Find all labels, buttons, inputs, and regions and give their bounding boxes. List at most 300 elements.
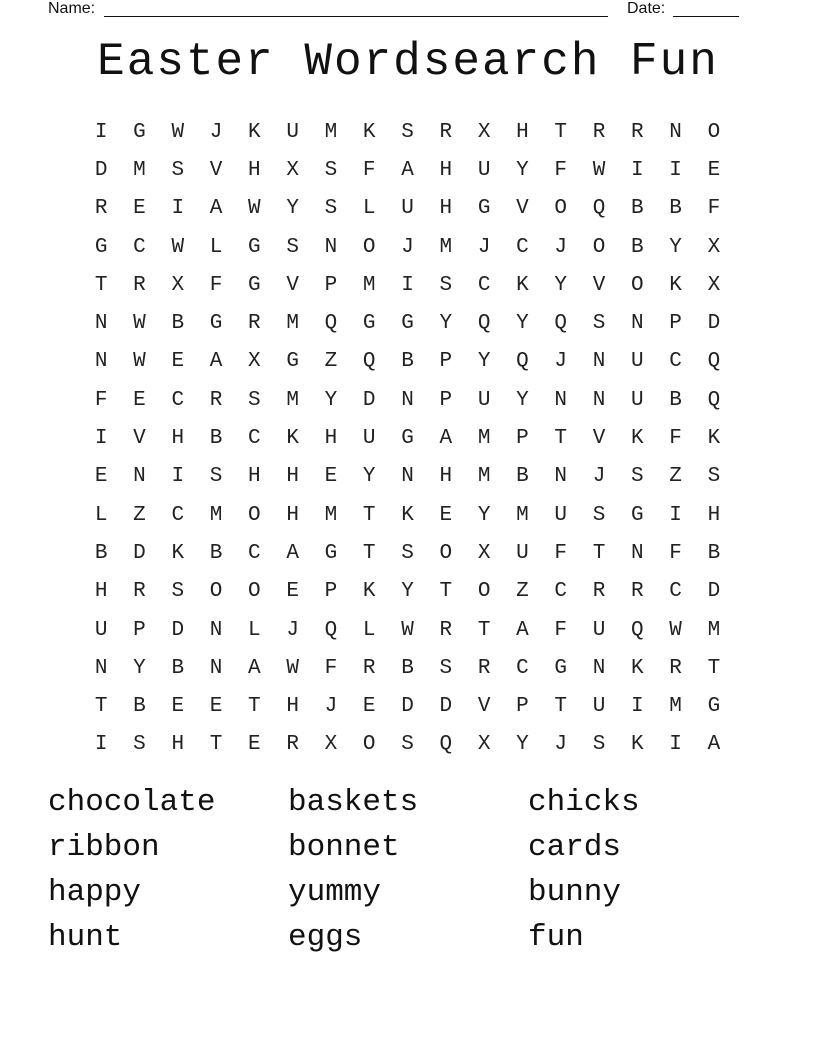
grid-letter: R: [439, 120, 453, 144]
grid-letter: U: [631, 350, 644, 374]
grid-letter: Z: [133, 503, 146, 527]
grid-letter: Y: [516, 158, 529, 182]
grid-letter: N: [133, 465, 146, 489]
grid-letter: I: [171, 197, 185, 221]
grid-letter: A: [286, 541, 299, 565]
grid-letter: V: [286, 273, 299, 297]
grid-letter: Y: [516, 733, 529, 757]
name-label: Name:: [48, 0, 96, 17]
grid-letter: J: [324, 695, 338, 719]
word-list-item: chicks: [528, 785, 640, 820]
grid-letter: O: [592, 235, 606, 259]
grid-letter: D: [401, 695, 414, 719]
grid-letter: W: [592, 158, 606, 182]
grid-letter: C: [669, 580, 682, 604]
grid-letter: S: [401, 541, 414, 565]
grid-letter: D: [362, 388, 376, 412]
grid-letter: Y: [324, 388, 338, 412]
grid-letter: X: [707, 235, 721, 259]
grid-letter: F: [554, 158, 568, 182]
grid-letter: P: [516, 427, 529, 451]
word-list-item: baskets: [288, 785, 419, 820]
grid-letter: I: [631, 695, 644, 719]
grid-letter: G: [401, 427, 414, 451]
grid-letter: E: [171, 695, 185, 719]
grid-letter: D: [707, 580, 721, 604]
grid-letter: B: [94, 541, 108, 565]
grid-letter: Z: [669, 465, 682, 489]
grid-letter: T: [94, 273, 108, 297]
grid-letter: C: [554, 580, 568, 604]
grid-letter: K: [401, 503, 414, 527]
grid-letter: D: [94, 158, 108, 182]
grid-letter: E: [133, 197, 146, 221]
grid-letter: T: [554, 120, 568, 144]
grid-letter: G: [209, 312, 223, 336]
grid-letter: O: [707, 120, 721, 144]
grid-letter: B: [133, 695, 146, 719]
grid-letter: R: [439, 618, 453, 642]
grid-letter: Q: [631, 618, 644, 642]
grid-letter: C: [248, 427, 261, 451]
grid-letter: J: [286, 618, 299, 642]
grid-letter: T: [248, 695, 261, 719]
grid-letter: N: [401, 465, 414, 489]
grid-letter: S: [401, 120, 414, 144]
word-list-item: bunny: [528, 875, 622, 910]
date-label: Date:: [627, 0, 666, 17]
word-list: [48, 783, 768, 963]
grid-letter: K: [362, 120, 376, 144]
grid-letter: O: [248, 580, 261, 604]
grid-letter: U: [592, 695, 606, 719]
grid-letter: S: [707, 465, 721, 489]
grid-letter: G: [248, 235, 261, 259]
grid-letter: O: [477, 580, 491, 604]
grid-letter: E: [362, 695, 376, 719]
grid-letter: K: [286, 427, 299, 451]
grid-letter: N: [94, 350, 108, 374]
grid-letter: A: [439, 427, 453, 451]
grid-letter: A: [209, 197, 223, 221]
grid-letter: B: [669, 197, 682, 221]
grid-letter: X: [248, 350, 261, 374]
grid-letter: E: [133, 388, 146, 412]
date-line: [673, 16, 739, 17]
grid-letter: A: [401, 158, 414, 182]
grid-letter: Y: [477, 503, 491, 527]
grid-letter: N: [401, 388, 414, 412]
grid-letter: I: [669, 733, 682, 757]
grid-letter: W: [401, 618, 414, 642]
grid-letter: K: [631, 656, 644, 680]
grid-letter: K: [171, 541, 185, 565]
grid-letter: T: [554, 695, 568, 719]
word-list-item: yummy: [288, 875, 382, 910]
grid-letter: J: [401, 235, 414, 259]
grid-letter: N: [592, 350, 606, 374]
grid-letter: U: [631, 388, 644, 412]
grid-letter: L: [362, 197, 376, 221]
grid-letter: S: [631, 465, 644, 489]
grid-letter: G: [248, 273, 261, 297]
grid-letter: J: [554, 733, 568, 757]
grid-letter: R: [362, 656, 376, 680]
grid-letter: M: [286, 388, 299, 412]
grid-letter: B: [401, 656, 414, 680]
grid-letter: F: [209, 273, 223, 297]
grid-letter: X: [324, 733, 338, 757]
grid-letter: I: [631, 158, 644, 182]
grid-letter: T: [362, 541, 376, 565]
grid-letter: U: [362, 427, 376, 451]
grid-letter: K: [631, 427, 644, 451]
grid-letter: S: [592, 733, 606, 757]
grid-letter: J: [554, 235, 568, 259]
grid-letter: Q: [324, 618, 338, 642]
grid-letter: Q: [592, 197, 606, 221]
grid-letter: S: [209, 465, 223, 489]
grid-letter: G: [324, 541, 338, 565]
grid-letter: S: [171, 158, 185, 182]
grid-letter: X: [477, 541, 491, 565]
grid-letter: S: [171, 580, 185, 604]
grid-letter: W: [286, 656, 299, 680]
grid-letter: M: [477, 465, 491, 489]
grid-letter: U: [516, 541, 529, 565]
grid-letter: A: [516, 618, 529, 642]
grid-letter: Q: [477, 312, 491, 336]
grid-letter: E: [324, 465, 338, 489]
grid-letter: B: [631, 235, 644, 259]
grid-letter: F: [554, 541, 568, 565]
grid-letter: D: [171, 618, 185, 642]
grid-letter: P: [324, 273, 338, 297]
grid-letter: E: [439, 503, 453, 527]
grid-letter: G: [707, 695, 721, 719]
grid-letter: F: [554, 618, 568, 642]
grid-letter: S: [592, 312, 606, 336]
grid-letter: X: [477, 733, 491, 757]
grid-letter: N: [209, 618, 223, 642]
grid-letter: S: [248, 388, 261, 412]
grid-letter: E: [286, 580, 299, 604]
grid-letter: Y: [516, 312, 529, 336]
grid-letter: I: [94, 427, 108, 451]
grid-letter: H: [439, 465, 453, 489]
grid-letter: Y: [554, 273, 568, 297]
grid-letter: T: [94, 695, 108, 719]
grid-letter: Z: [324, 350, 338, 374]
grid-letter: G: [554, 656, 568, 680]
grid-letter: J: [477, 235, 491, 259]
grid-letter: G: [94, 235, 108, 259]
grid-letter: Q: [439, 733, 453, 757]
grid-letter: C: [516, 235, 529, 259]
grid-letter: M: [209, 503, 223, 527]
grid-letter: V: [592, 273, 606, 297]
grid-letter: F: [707, 197, 721, 221]
grid-letter: N: [94, 312, 108, 336]
grid-letter: R: [133, 580, 146, 604]
grid-letter: H: [439, 197, 453, 221]
grid-letter: S: [324, 197, 338, 221]
grid-letter: T: [209, 733, 223, 757]
grid-letter: L: [248, 618, 261, 642]
grid-letter: M: [324, 120, 338, 144]
grid-letter: H: [94, 580, 108, 604]
grid-letter: N: [324, 235, 338, 259]
grid-letter: P: [439, 388, 453, 412]
grid-letter: H: [171, 427, 185, 451]
grid-letter: H: [248, 158, 261, 182]
grid-letter: K: [248, 120, 261, 144]
grid-letter: H: [286, 465, 299, 489]
grid-letter: W: [248, 197, 261, 221]
grid-letter: I: [401, 273, 414, 297]
grid-letter: E: [248, 733, 261, 757]
grid-letter: T: [707, 656, 721, 680]
grid-letter: A: [248, 656, 261, 680]
grid-letter: E: [171, 350, 185, 374]
grid-letter: U: [592, 618, 606, 642]
grid-letter: P: [439, 350, 453, 374]
grid-letter: G: [401, 312, 414, 336]
grid-letter: B: [209, 541, 223, 565]
grid-letter: O: [362, 733, 376, 757]
grid-letter: P: [324, 580, 338, 604]
grid-letter: Y: [362, 465, 376, 489]
grid-letter: K: [631, 733, 644, 757]
grid-letter: W: [171, 120, 185, 144]
grid-letter: B: [631, 197, 644, 221]
letter-grid: [82, 113, 733, 764]
grid-letter: B: [401, 350, 414, 374]
grid-letter: U: [477, 388, 491, 412]
grid-letter: M: [324, 503, 338, 527]
grid-letter: S: [401, 733, 414, 757]
word-list-item: bonnet: [288, 830, 400, 865]
grid-letter: E: [707, 158, 721, 182]
grid-letter: C: [516, 656, 529, 680]
grid-letter: S: [324, 158, 338, 182]
grid-letter: C: [133, 235, 146, 259]
grid-letter: T: [362, 503, 376, 527]
grid-letter: Y: [516, 388, 529, 412]
word-list-item: happy: [48, 875, 142, 910]
grid-letter: C: [171, 388, 185, 412]
grid-letter: B: [209, 427, 223, 451]
grid-letter: O: [248, 503, 261, 527]
grid-letter: Y: [669, 235, 682, 259]
grid-letter: S: [439, 656, 453, 680]
grid-letter: W: [171, 235, 185, 259]
grid-letter: L: [94, 503, 108, 527]
grid-letter: J: [209, 120, 223, 144]
grid-letter: X: [707, 273, 721, 297]
grid-letter: R: [669, 656, 682, 680]
grid-letter: L: [362, 618, 376, 642]
grid-letter: U: [286, 120, 299, 144]
grid-letter: B: [516, 465, 529, 489]
grid-letter: V: [592, 427, 606, 451]
grid-letter: Z: [516, 580, 529, 604]
grid-letter: K: [669, 273, 682, 297]
grid-letter: L: [209, 235, 223, 259]
word-list-item: ribbon: [48, 830, 160, 865]
grid-letter: R: [248, 312, 261, 336]
grid-letter: R: [477, 656, 491, 680]
grid-letter: C: [171, 503, 185, 527]
grid-letter: N: [209, 656, 223, 680]
grid-letter: O: [439, 541, 453, 565]
grid-letter: I: [669, 158, 682, 182]
grid-letter: P: [133, 618, 146, 642]
grid-letter: D: [439, 695, 453, 719]
grid-letter: N: [554, 388, 568, 412]
grid-letter: M: [669, 695, 682, 719]
grid-letter: I: [94, 733, 108, 757]
grid-letter: U: [477, 158, 491, 182]
grid-letter: F: [669, 541, 682, 565]
grid-letter: P: [516, 695, 529, 719]
grid-letter: G: [133, 120, 146, 144]
grid-letter: R: [592, 580, 606, 604]
grid-letter: Y: [401, 580, 414, 604]
grid-letter: W: [133, 312, 146, 336]
grid-letter: B: [171, 656, 185, 680]
grid-letter: R: [631, 580, 644, 604]
grid-letter: M: [286, 312, 299, 336]
grid-letter: R: [209, 388, 223, 412]
header: [0, 0, 816, 20]
grid-letter: I: [171, 465, 185, 489]
grid-letter: Q: [324, 312, 338, 336]
grid-letter: X: [477, 120, 491, 144]
grid-letter: M: [707, 618, 721, 642]
grid-letter: U: [94, 618, 108, 642]
grid-letter: K: [707, 427, 721, 451]
grid-letter: N: [631, 541, 644, 565]
grid-letter: Y: [133, 656, 146, 680]
grid-letter: W: [133, 350, 146, 374]
grid-letter: T: [477, 618, 491, 642]
grid-letter: O: [209, 580, 223, 604]
grid-letter: D: [707, 312, 721, 336]
grid-letter: Y: [286, 197, 299, 221]
word-list-item: cards: [528, 830, 622, 865]
grid-letter: P: [669, 312, 682, 336]
grid-letter: E: [94, 465, 108, 489]
grid-letter: I: [669, 503, 682, 527]
word-list-item: fun: [528, 920, 584, 955]
word-list-item: eggs: [288, 920, 363, 955]
grid-letter: Q: [707, 388, 721, 412]
grid-letter: N: [669, 120, 682, 144]
grid-letter: R: [592, 120, 606, 144]
grid-letter: Q: [516, 350, 529, 374]
grid-letter: H: [707, 503, 721, 527]
grid-letter: J: [554, 350, 568, 374]
grid-letter: O: [362, 235, 376, 259]
grid-letter: T: [554, 427, 568, 451]
grid-letter: I: [94, 120, 108, 144]
grid-letter: G: [362, 312, 376, 336]
grid-letter: W: [669, 618, 682, 642]
grid-letter: O: [631, 273, 644, 297]
grid-letter: H: [439, 158, 453, 182]
grid-letter: G: [631, 503, 644, 527]
grid-letter: Q: [362, 350, 376, 374]
grid-letter: X: [171, 273, 185, 297]
grid-letter: U: [401, 197, 414, 221]
grid-letter: F: [324, 656, 338, 680]
grid-letter: M: [133, 158, 146, 182]
grid-letter: D: [133, 541, 146, 565]
grid-letter: M: [477, 427, 491, 451]
grid-letter: H: [516, 120, 529, 144]
grid-letter: R: [631, 120, 644, 144]
grid-letter: Y: [439, 312, 453, 336]
grid-letter: G: [477, 197, 491, 221]
word-list-item: chocolate: [48, 785, 216, 820]
grid-letter: F: [362, 158, 376, 182]
grid-letter: X: [286, 158, 299, 182]
grid-letter: R: [94, 197, 108, 221]
grid-letter: T: [592, 541, 606, 565]
grid-letter: N: [94, 656, 108, 680]
grid-letter: K: [362, 580, 376, 604]
grid-letter: Q: [554, 312, 568, 336]
grid-letter: M: [362, 273, 376, 297]
grid-letter: Q: [707, 350, 721, 374]
grid-letter: R: [286, 733, 299, 757]
grid-letter: O: [554, 197, 568, 221]
grid-letter: F: [94, 388, 108, 412]
grid-letter: H: [324, 427, 338, 451]
name-line: [104, 16, 608, 17]
grid-letter: H: [286, 503, 299, 527]
grid-letter: K: [516, 273, 529, 297]
grid-letter: C: [669, 350, 682, 374]
grid-letter: M: [439, 235, 453, 259]
grid-letter: G: [286, 350, 299, 374]
grid-letter: N: [592, 656, 606, 680]
grid-letter: B: [707, 541, 721, 565]
grid-letter: A: [209, 350, 223, 374]
grid-letter: H: [248, 465, 261, 489]
grid-letter: T: [439, 580, 453, 604]
word-list-item: hunt: [48, 920, 123, 955]
grid-letter: Y: [477, 350, 491, 374]
grid-letter: V: [133, 427, 146, 451]
grid-letter: H: [286, 695, 299, 719]
grid-letter: B: [669, 388, 682, 412]
grid-letter: V: [516, 197, 529, 221]
grid-letter: U: [554, 503, 568, 527]
grid-letter: S: [439, 273, 453, 297]
grid-letter: V: [209, 158, 223, 182]
grid-letter: N: [631, 312, 644, 336]
grid-letter: S: [286, 235, 299, 259]
grid-letter: J: [592, 465, 606, 489]
grid-letter: C: [248, 541, 261, 565]
grid-letter: A: [707, 733, 721, 757]
grid-letter: N: [592, 388, 606, 412]
grid-letter: F: [669, 427, 682, 451]
grid-letter: V: [477, 695, 491, 719]
grid-letter: B: [171, 312, 185, 336]
